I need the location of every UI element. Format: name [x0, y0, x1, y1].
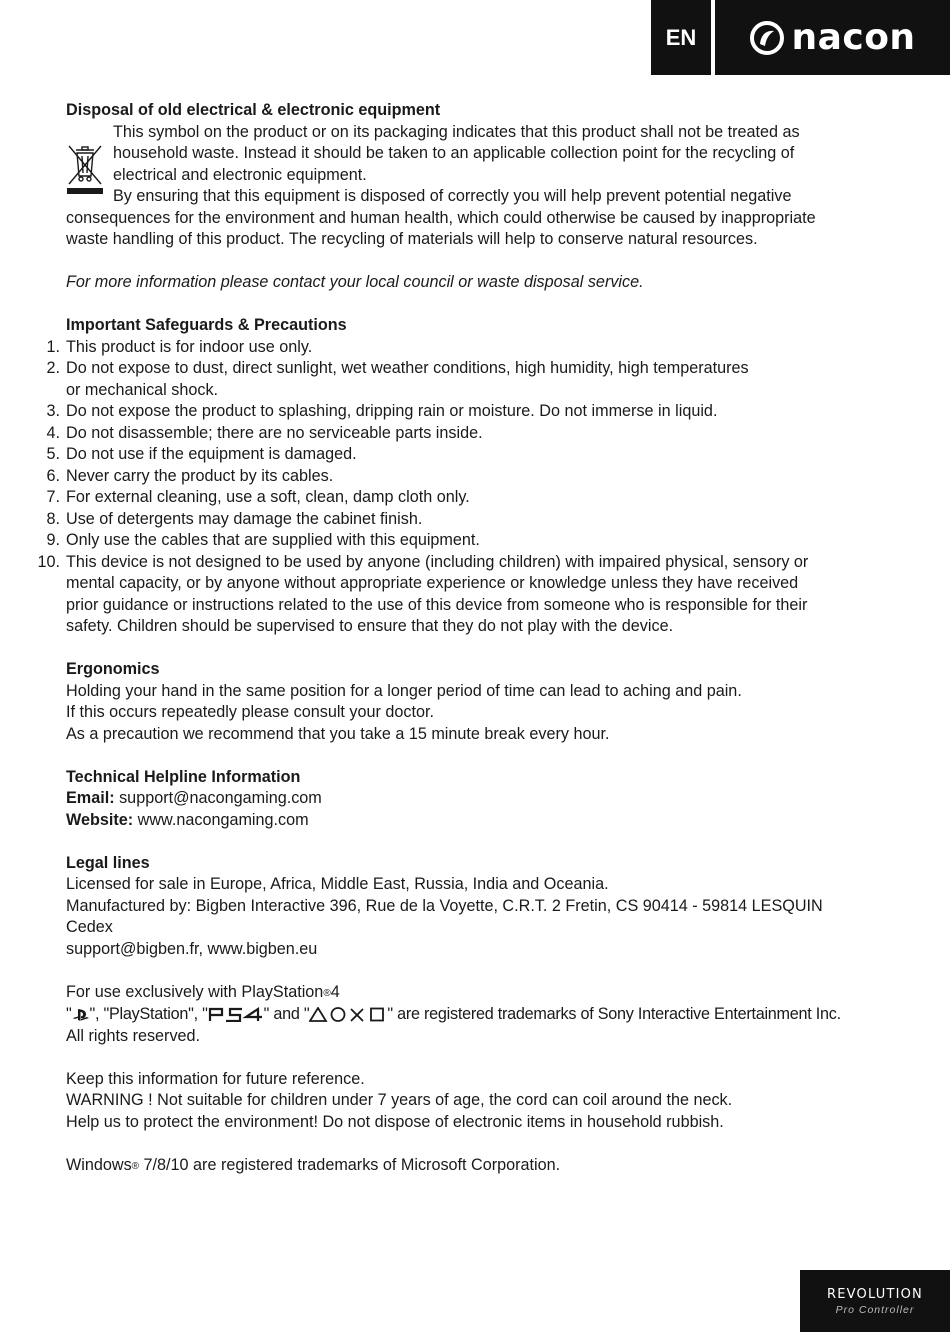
precaution-text: Do not expose to dust, direct sunlight, wet weather conditions, high humidity, high temperatures	[66, 359, 749, 377]
trademark-line	[66, 1004, 886, 1026]
windows-line	[66, 1155, 886, 1178]
ps-button-symbols-icon	[309, 1007, 387, 1022]
helpline-email	[66, 788, 886, 810]
playstation-logo-icon	[72, 1008, 90, 1022]
warning-line	[66, 1090, 886, 1112]
helpline-section	[66, 767, 886, 832]
product-badge	[800, 1270, 950, 1332]
windows-reg-mark: ®	[131, 1160, 140, 1172]
environment-line: Help us to protect the environment! Do not dispose of electronic items in household rubbish.	[66, 1112, 724, 1131]
email-value: support@nacongaming.com	[114, 789, 322, 807]
warning-label: WARNING !	[66, 1091, 153, 1109]
precaution-text: Do not disassemble; there are no serviceable parts inside.	[66, 423, 483, 442]
helpline-title: Technical Helpline Information	[66, 767, 301, 786]
website-value: www.nacongaming.com	[133, 810, 309, 829]
precaution-item	[46, 401, 886, 423]
closing-section	[66, 1069, 886, 1178]
ps-use-suffix: 4	[330, 982, 340, 1001]
website-label: Website:	[66, 810, 134, 829]
product-subtitle: Pro Controller	[835, 1303, 915, 1316]
disposal-line: electrical and electronic equipment.	[113, 165, 367, 184]
document-body	[37, 100, 886, 1177]
helpline-website	[66, 810, 886, 832]
product-name: REVOLUTION	[827, 1286, 923, 1302]
precaution-text: safety. Children should be supervised to ensure that they do not play with the device.	[66, 617, 674, 635]
legal-line: Manufactured by: Bigben Interactive 396, Rue de la Voyette, C.R.T. 2 Fretin, CS 90414 - 59814 LESQUIN	[66, 896, 823, 915]
ergonomics-title: Ergonomics	[66, 660, 160, 678]
keep-info: Keep this information for future reference.	[66, 1069, 365, 1088]
precaution-item	[46, 337, 886, 359]
tm-quote: "	[66, 1005, 72, 1023]
disposal-line: consequences for the environment and human health, which could otherwise be caused by inappropriate	[66, 208, 816, 227]
precaution-item	[46, 466, 886, 488]
precaution-number: 9.	[46, 531, 60, 549]
precautions-list	[37, 337, 886, 638]
precaution-text: This product is for indoor use only.	[66, 337, 313, 356]
ps4-logo-icon	[208, 1007, 264, 1022]
disposal-line: By ensuring that this equipment is disposed of correctly you will help prevent potential negative	[113, 187, 792, 205]
legal-line: Licensed for sale in Europe, Africa, Middle East, Russia, India and Oceania.	[66, 875, 609, 893]
precaution-number: 6.	[46, 466, 60, 485]
precaution-item	[46, 530, 886, 552]
language-badge	[651, 0, 711, 75]
disposal-line: waste handling of this product. The recycling of materials will help to conserve natural resources.	[66, 230, 758, 248]
email-label: Email:	[66, 789, 115, 807]
precaution-number: 1.	[46, 337, 60, 356]
precaution-text: This device is not designed to be used by anyone (including children) with impaired physical, sensory or	[66, 552, 809, 571]
weee-crossed-bin-icon	[66, 144, 104, 194]
disposal-info: For more information please contact your local council or waste disposal service.	[66, 273, 644, 291]
precaution-item	[46, 423, 886, 445]
ps-use-prefix: For use exclusively with PlayStation	[66, 982, 324, 1001]
language-label: EN	[665, 24, 697, 50]
precaution-number: 7.	[46, 488, 60, 506]
precaution-item	[37, 552, 886, 638]
tm-and: " and "	[263, 1005, 310, 1023]
precaution-item	[46, 487, 886, 509]
ps-reg-mark: ®	[323, 987, 331, 999]
precaution-number: 8.	[46, 509, 60, 528]
precaution-text: prior guidance or instructions related to the use of this device from someone who is responsible for their	[66, 595, 808, 614]
precaution-item	[46, 509, 886, 531]
precaution-item	[46, 444, 886, 466]
legal-line: support@bigben.fr, www.bigben.eu	[66, 939, 318, 958]
precaution-text: Only use the cables that are supplied with this equipment.	[66, 531, 480, 549]
precaution-number: 2.	[46, 359, 60, 377]
precaution-text: For external cleaning, use a soft, clean, damp cloth only.	[66, 488, 470, 506]
precaution-text: Do not use if the equipment is damaged.	[66, 445, 357, 463]
precaution-text: Use of detergents may damage the cabinet finish.	[66, 509, 423, 528]
legal-line: Cedex	[66, 918, 113, 936]
precaution-number: 10.	[37, 552, 60, 571]
precaution-text: or mechanical shock.	[66, 380, 219, 399]
precaution-number: 4.	[46, 423, 60, 442]
disposal-line: This symbol on the product or on its packaging indicates that this product shall not be treated as	[113, 122, 800, 141]
tm-playstation: ", "PlayStation", "	[89, 1005, 208, 1023]
precaution-text: Do not expose the product to splashing, dripping rain or moisture. Do not immerse in liquid.	[66, 402, 718, 420]
precaution-text: Never carry the product by its cables.	[66, 466, 334, 485]
precaution-number: 5.	[46, 445, 60, 463]
disposal-line: household waste. Instead it should be taken to an applicable collection point for the recycling of	[113, 144, 795, 162]
safeguards-section	[37, 315, 886, 638]
brand-name: nacon	[791, 17, 916, 58]
legal-section	[66, 853, 886, 1048]
legal-rights: All rights reserved.	[66, 1026, 201, 1045]
legal-title: Legal lines	[66, 853, 150, 872]
warning-text: Not suitable for children under 7 years of age, the cord can coil around the neck.	[152, 1091, 733, 1109]
windows-suffix: 7/8/10 are registered trademarks of Microsoft Corporation.	[139, 1155, 561, 1174]
nacon-logo-icon	[749, 20, 785, 56]
disposal-section	[66, 100, 886, 294]
precaution-item	[46, 358, 886, 401]
precaution-number: 3.	[46, 402, 60, 420]
safeguards-title: Important Safeguards & Precautions	[66, 316, 347, 334]
precaution-text: mental capacity, or by anyone without appropriate experience or knowledge unless they have received	[66, 574, 799, 592]
tm-owner: " are registered trademarks of Sony Interactive Entertainment Inc.	[387, 1005, 841, 1023]
disposal-title: Disposal of old electrical & electronic equipment	[66, 101, 441, 119]
ergonomics-line: If this occurs repeatedly please consult your doctor.	[66, 703, 435, 721]
ergonomics-line: As a precaution we recommend that you take a 15 minute break every hour.	[66, 724, 610, 743]
ergonomics-line: Holding your hand in the same position for a longer period of time can lead to aching and pain.	[66, 681, 742, 700]
windows-prefix: Windows	[66, 1155, 132, 1174]
brand-logo	[715, 0, 950, 75]
ergonomics-section	[66, 659, 886, 745]
ps-use-line	[66, 982, 886, 1005]
